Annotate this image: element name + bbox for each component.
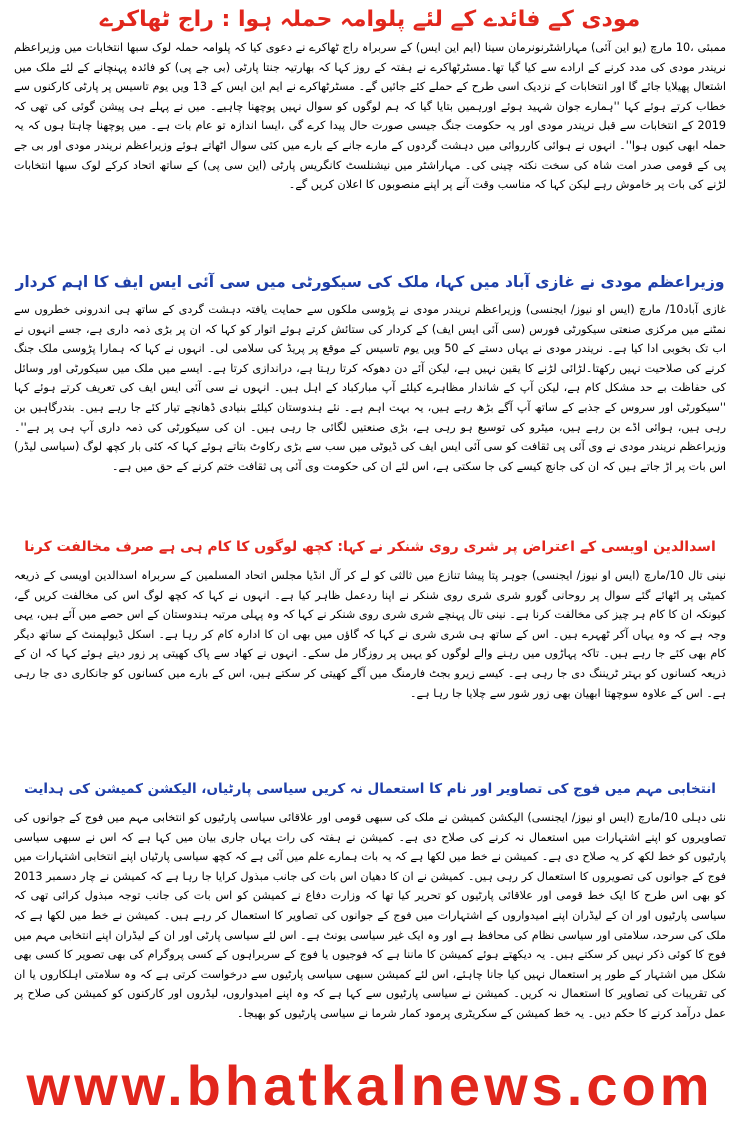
article-body: نئی دہلی 10/مارچ (ایس او نیوز/ ایجنسی) الیکشن کمیشن نے ملک کی سبھی قومی اور علاقائی سیاسی پارٹیوں کو انتخابی مہم میں فوج کے جوانوں کی تصاویروں کو اپنے اشتہارات میں استعمال نہ کرنے کی صلاح دی ہے۔ کمیشن نے ہفتہ کی رات یہاں جاری بیان میں کہا ہے کہ اس نے سبھی سیاسی پارٹیوں کو خط لکھ کر یہ صلاح دی ہے۔ کمیشن نے خط میں لکھا ہے کہ یہ بات ہمارے علم میں آئی ہے کہ کچھ سیاسی پارٹیاں اپنے انتخابی اشتہارات میں فوج کے جوانوں کی تصویروں کا استعمال کر رہی ہیں۔ کمیشن نے ان کا دھیان اس بات کی جانب مبذول کرایا جا رہا ہے کہ کمیشن نے چار دسمبر 2013 کو بھی اس طرح کا ایک خط قومی اور علاقائی پارٹیوں کو تحریر کیا تھا کہ وزارت دفاع نے کمیشن کو اس بات کی جانب توجہ مبذول کرائی تھی کہ سیاسی پارٹیوں اور ان کے لیڈران اپنے امیدواروں کے اشتہارات میں فوج کے جوانوں کی تصاویر کا استعمال کر رہے ہیں۔ کمیشن نے خط میں لکھا ہے کہ ملک کی سرحد، سلامتی اور سیاسی نظام کی محافظ ہے اور وہ ایک غیر سیاسی یونٹ ہے۔ اس لئے سیاسی پارٹی اور ان کے لیڈران اپنے انتخابی مہم میں فوج کا کوئی ذکر نہیں کر سکتے ہیں۔ یہ دیکھتے ہوئے کمیشن کا ماننا ہے کہ فوجیوں یا فوج کے سربراہوں کے کسی پروگرام کی بھی تصویر کا کسی بھی شکل میں اشتہار کے طور پر استعمال نہیں کیا جانا چاہئے، اس لئے کمیشن سبھی سیاسی پارٹیوں سے درخواست کرتی ہے کہ وہ سلامتی اہلکاروں یا ان کی تقریبات کی تصاویر کا استعمال نہ کریں۔ کمیشن نے سیاسی پارٹیوں سے کہا ہے کہ وہ اپنے امیدواروں، لیڈروں اور کارکنوں کو کمیشن کی صلاح پر عمل درآمد کرنے کا حکم دیں۔ یہ خط کمیشن کے سکریٹری پرمود کمار شرما نے سیاسی پارٹیوں کو بھیجا۔	[14, 811, 726, 1020]
article-raj-thackeray	[14, 2, 726, 254]
site-url-footer[interactable]: www.bhatkalnews.com	[26, 1054, 714, 1117]
article-headline: انتخابی مہم میں فوج کی تصاویر اور نام کا استعمال نہ کریں سیاسی پارٹیاں، الیکشن کمیشن کی ہدایت	[24, 781, 716, 797]
article-headline: وزیراعظم مودی نے غازی آباد میں کہا، ملک کی سیکورٹی میں سی آئی ایس ایف کا اہم کردار	[15, 273, 725, 291]
article-ravi-shankar	[14, 528, 726, 762]
newspaper-page	[0, 2, 740, 1132]
article-election-commission	[14, 770, 726, 1070]
article-body: ممبئی ،10 مارچ (یو این آئی) مہاراشٹرنونرمان سینا (ایم این ایس) کے سربراہ راج ٹھاکرے نے دعوی کیا کہ پلوامہ حملہ لوک سبھا انتخابات میں وزیراعظم نریندر مودی کی مدد کرنے کے ارادے سے کیا گیا تھا۔مسٹرٹھاکرے نے ہفتہ کے روز کہا کہ بھارتیہ جنتا پارٹی (بی جے پی) کو فائدہ پہنچانے کے لئے ملک میں اشتعال پھیلایا جائے گا اور انتخابات کے نزدیک اسی طرح کے حملے کئے جائیں گے۔ مسٹرٹھاکرے نے ایم این ایس کے 13 ویں یوم تاسیس پر پارٹی کارکنوں سے خطاب کرتے ہوئے کہا ''ہمارے جوان شہید ہوئے اورہمیں بتایا گیا کہ ہم لوگوں کو سوال نہیں پوچھنا چاہیے۔ میں نے پہلے ہی پیشن گوئی کی تھی کہ 2019 کے انتخابات سے قبل نریندر مودی اور یہ حکومت جنگ جیسی صورت حال پیدا کرے گی ،ایسا اندازہ تو عام بات ہے۔ میں پوچھنا چاہتا ہوں کہ یہ حملہ ابھی کیوں ہوا''۔ انہوں نے ہوائی کارروائی میں دہشت گردوں کے مارے جانے کے بارے میں کئی سوال اٹھاتے ہوئے وزیراعظم نریندر مودی اور بی جے پی کے قومی صدر امت شاہ کی سخت نکتہ چینی کی۔ مہاراشٹر میں نیشنلسٹ کانگریس پارٹی (این سی پی) کے ساتھ اتحاد کرکے لوک سبھا انتخابات لڑنے کی بات پر خاموش رہے لیکن کہا کہ مناسب وقت آنے پر اپنے منصوبوں کا اعلان کریں گے۔	[14, 41, 726, 192]
article-headline: اسدالدین اویسی کے اعتراض پر شری روی شنکر نے کہا: کچھ لوگوں کا کام ہی ہے صرف مخالفت کرنا	[24, 539, 716, 555]
article-modi-cisf	[14, 264, 726, 520]
article-body: نینی تال 10/مارچ (ایس او نیوز/ ایجنسی) جوہر پتا پیشا تنازع میں ثالثی کو لے کر آل انڈیا مجلس اتحاد المسلمین کے سربراہ اسدالدین اویسی کے ذریعہ کمیٹی پر اٹھائے گئے سوال پر روحانی گورو شری شری روی شنکر نے اپنا ردعمل ظاہر کیا ہے۔ انہوں نے کہا کہ کچھ لوگ اس کی مخالفت کریں گے، کیونکہ ان کا کام ہر چیز کی مخالفت کرنا ہے۔ نینی تال پہنچے شری شری روی شنکر نے کہا کہ وہ پہلی مرتبہ ہندوستان کے اس حصے میں آئے ہیں، یہی وجہ ہے کہ وہ یہاں آکر ٹھہرے ہیں۔ اس کے ساتھ ہی شری شری نے کہا کہ گاؤں میں بھی ان کا ادارہ کام کر رہا ہے۔ اسکل ڈیولپمنٹ کے ساتھ دیگر کام بھی کئے جا رہے ہیں۔ تاکہ پہاڑوں میں رہنے والے لوگوں کو یہیں پر روزگار مل سکے۔ انہوں نے کھاد سے پاک کھیتی پر زور دیتے ہوئے کہا کہ ان کے ذریعہ کسانوں کو بہتر ٹریننگ دی جا رہی ہے۔ کیسے زیرو بجٹ فارمنگ میں آگے کھیتی کر سکتے ہیں، اس کے بارے میں کسانوں کو جانکاری دی جا رہی ہے۔ اس کے علاوہ سوچھتا ابھیان بھی زور شور سے چلایا جا رہا ہے۔	[14, 569, 726, 700]
article-body: غازی آباد10/ مارچ (ایس او نیوز/ ایجنسی) وزیراعظم نریندر مودی نے پڑوسی ملکوں سے حمایت یافتہ دہشت گردی کے ساتھ ہی اندرونی خطروں سے نمٹنے میں مرکزی صنعتی سیکورٹی فورس (سی آئی ایس ایف) کے کردار کی ستائش کرتے ہوئے اتوار کو کہا کہ ان پر بڑی ذمہ داری ہے، جسے انہوں نے اب تک بخوبی ادا کیا ہے۔ نریندر مودی نے یہاں دستے کے 50 ویں یوم تاسیس کے موقع پر پریڈ کی سلامی لی۔ انہوں نے کہا کہ ہمارا پڑوسی ملک جنگ کرنے کی صلاحیت نہیں رکھتا۔لڑائی لڑنے کا یقین نہیں ہے، لیکن آئے دن دھوکہ کرتا رہتا ہے، دراندازی کرتا ہے۔ ایسے میں ملک میں سیکورٹی اور وسائل کی حفاظت بے حد مشکل کام ہے، لیکن آپ کے شاندار مظاہرے کیلئے آپ مبارکباد کے اہل ہیں۔ انہوں نے سی آئی ایس ایف کی تعریف کرتے ہوئے کہا ''سیکورٹی اور سروس کے جذبے کے ساتھ آپ آگے بڑھ رہے ہیں، یہ بہت اہم ہے۔ نئے ہندوستان کیلئے بنیادی ڈھانچے تیار کئے جا رہے ہیں۔ بندرگاہیں بن رہی ہیں، ہوائی اڈے بن رہے ہیں، میٹرو کی توسیع ہو رہی ہے، بڑی صنعتیں لگائی جا رہی ہیں۔ ان کی سیکورٹی کی ذمہ داری آپ ہی پر ہے''۔ وزیراعظم نریندر مودی نے وی آئی پی ثقافت کو سی آئی ایس ایف کی ڈیوٹی میں سب سے بڑی رکاوٹ بتاتے ہوئے کہا کہ کئی بار کچھ لوگ (سیاسی لیڈر) اس بات پر اڑ جاتے ہیں کہ ان کی جانچ کیسے کی جا سکتی ہے، اس لئے ان کی حکومت وی آئی پی ثقافت ختم کرنے کے حق میں ہے۔	[14, 303, 726, 473]
article-headline: مودی کے فائدے کے لئے پلوامہ حملہ ہوا : راج ٹھاکرے	[99, 7, 641, 32]
